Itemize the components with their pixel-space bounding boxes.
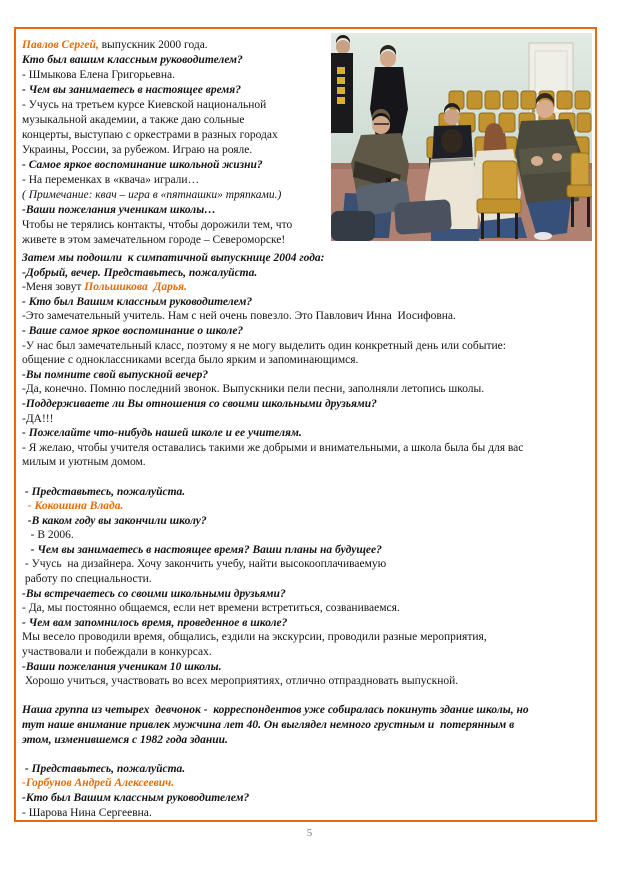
text-segment: Кто был вашим классным руководителем?	[22, 54, 243, 66]
text-segment: -Это замечательный учитель. Нам с ней очень повезло. Это Павлович Инна Иосифовна.	[22, 310, 456, 323]
text-line	[22, 412, 592, 427]
text-segment: Мы весело проводили время, общались, ездили на экскурсии, проводили разные мероприятия,	[22, 631, 487, 644]
text-line	[22, 368, 592, 383]
text-segment: живете в этом замечательном городе – Североморске!	[22, 234, 286, 246]
text-line	[22, 733, 592, 748]
text-line	[22, 660, 592, 675]
text-segment: -Добрый, вечер. Представьтесь, пожалуйста.	[22, 266, 258, 279]
text-line	[22, 68, 334, 83]
text-segment: -Вы помните свой выпускной вечер?	[22, 368, 209, 381]
text-segment: -Вы встречаетесь со своими школьными друзьями?	[22, 587, 286, 600]
text-segment: -ДА!!!	[22, 412, 54, 425]
text-segment: участвовали и побеждали в конкурсах.	[22, 646, 212, 659]
page-number: 5	[306, 827, 313, 839]
text-segment: - На переменках в «квача» играли…	[22, 174, 200, 186]
text-line	[22, 703, 592, 718]
text-line	[22, 266, 592, 281]
text-line	[22, 143, 334, 158]
text-segment: -У нас был замечательный класс, поэтому я не могу выделить один конкретный день или событие:	[22, 339, 506, 352]
text-segment: тут наше внимание привлек мужчина лет 40. Он выглядел немного грустным и потерянным в	[22, 719, 515, 731]
text-segment: -Ваши пожелания ученикам школы…	[22, 204, 216, 216]
text-line	[22, 339, 592, 354]
text-line	[22, 173, 334, 188]
text-segment: - Чем вам запомнилось время, проведенное в школе?	[22, 616, 288, 629]
text-line	[22, 251, 592, 266]
text-segment: Украины, России, за рубежом. Играю на рояле.	[22, 144, 253, 156]
text-segment: -Да, конечно. Помню последний звонок. Выпускники пели песни, заполняли летопись школы.	[22, 383, 485, 396]
blank-line	[22, 470, 592, 485]
text-line	[22, 616, 592, 631]
text-segment: ( Примечание: квач – игра в «пятнашки» тряпками.)	[22, 189, 282, 201]
text-line	[22, 203, 334, 218]
text-line	[22, 53, 334, 68]
text-line	[22, 543, 592, 558]
text-segment: Затем мы подошли к симпатичной выпускнице 2004 года:	[22, 252, 325, 264]
text-segment: - Шмыкова Елена Григорьевна.	[22, 69, 175, 81]
text-segment: - Представьтесь, пожалуйста.	[22, 485, 186, 498]
classroom-photo	[331, 33, 592, 241]
article-frame	[14, 27, 597, 822]
text-line	[22, 113, 334, 128]
text-segment: - Учусь на дизайнера. Хочу закончить учебу, найти высокооплачиваемую	[22, 558, 387, 571]
text-line	[22, 674, 592, 689]
text-segment: - Ваше самое яркое воспоминание о школе?	[22, 324, 244, 337]
interviewee-name: -Горбунов Андрей Алексеевич.	[22, 777, 175, 790]
text-segment: - Чем вы занимаетесь в настоящее время? Ваши планы на будущее?	[22, 543, 382, 556]
text-segment: - Шарова Нина Сергеевна.	[22, 806, 152, 819]
text-line	[22, 158, 334, 173]
text-segment: - Чем вы занимаетесь в настоящее время?	[22, 84, 241, 96]
text-line	[22, 455, 592, 470]
blank-line	[22, 689, 592, 704]
text-line	[22, 630, 592, 645]
text-segment: Чтобы не терялись контакты, чтобы дорожили тем, что	[22, 219, 293, 231]
text-segment: -Меня зовут	[22, 281, 85, 294]
text-segment: - Представьтесь, пожалуйста.	[22, 762, 186, 775]
interview-pavlov-column	[22, 38, 334, 248]
blank-line	[22, 747, 592, 762]
text-segment: музыкальной академии, а также даю сольные	[22, 114, 245, 126]
text-line	[22, 572, 592, 587]
text-line	[22, 776, 592, 791]
text-line	[22, 218, 334, 233]
text-line	[22, 499, 592, 514]
text-line	[22, 528, 592, 543]
text-line	[22, 98, 334, 113]
interviewee-name: Польшикова Дарья.	[84, 281, 187, 294]
text-segment: выпускник 2000 года.	[98, 39, 208, 51]
text-segment: Наша группа из четырех девчонок - корреспондентов уже собиралась покинуть здание школы, но	[22, 704, 529, 717]
text-segment: -Ваши пожелания ученикам 10 школы.	[22, 660, 222, 673]
text-segment: общение с одноклассниками всегда было ярким и запоминающимся.	[22, 354, 359, 367]
text-line	[22, 587, 592, 602]
text-line	[22, 485, 592, 500]
classroom-photo-art	[331, 33, 592, 241]
text-segment: Хорошо учиться, участвовать во всех мероприятиях, отлично отпраздновать выпускной.	[22, 675, 459, 688]
text-line	[22, 718, 592, 733]
text-segment: -Кто был Вашим классным руководителем?	[22, 791, 250, 804]
text-line	[22, 557, 592, 572]
text-segment: - Самое яркое воспоминание школьной жизни?	[22, 159, 263, 171]
text-line	[22, 762, 592, 777]
text-segment: милым и уютным домом.	[22, 456, 146, 469]
text-line	[22, 514, 592, 529]
text-line	[22, 806, 592, 821]
text-line	[22, 233, 334, 248]
text-line	[22, 353, 592, 368]
text-segment: -В каком году вы закончили школу?	[22, 514, 207, 527]
text-segment: - Я желаю, чтобы учителя оставались такими же добрыми и внимательными, а школа была бы для вас	[22, 441, 524, 454]
text-line	[22, 309, 592, 324]
interviewee-name: - Кокошина Влада.	[22, 500, 124, 513]
text-line	[22, 441, 592, 456]
text-line	[22, 382, 592, 397]
text-line	[22, 645, 592, 660]
text-line	[22, 83, 334, 98]
text-segment: - Учусь на третьем курсе Киевской национальной	[22, 99, 267, 111]
text-segment: этом, изменившемся с 1982 года здании.	[22, 733, 228, 746]
text-segment: -Поддерживаете ли Вы отношения со своими школьными друзьями?	[22, 397, 377, 410]
article-text-column	[22, 251, 592, 820]
text-segment: - Да, мы постоянно общаемся, если нет времени встретиться, созваниваемся.	[22, 602, 400, 615]
text-line	[22, 397, 592, 412]
text-line	[22, 295, 592, 310]
text-line	[22, 280, 592, 295]
interviewee-name: Павлов Сергей,	[22, 39, 99, 51]
text-line	[22, 38, 334, 53]
text-line	[22, 791, 592, 806]
text-line	[22, 426, 592, 441]
text-line	[22, 188, 334, 203]
text-line	[22, 128, 334, 143]
text-segment: - Кто был Вашим классным руководителем?	[22, 295, 253, 308]
text-line	[22, 324, 592, 339]
text-segment: концерты, выступаю с оркестрами в разных городах	[22, 129, 278, 141]
text-segment: - Пожелайте что-нибудь нашей школе и ее учителям.	[22, 427, 302, 440]
text-line	[22, 601, 592, 616]
text-segment: - В 2006.	[22, 529, 74, 542]
text-segment: работу по специальности.	[22, 573, 152, 586]
